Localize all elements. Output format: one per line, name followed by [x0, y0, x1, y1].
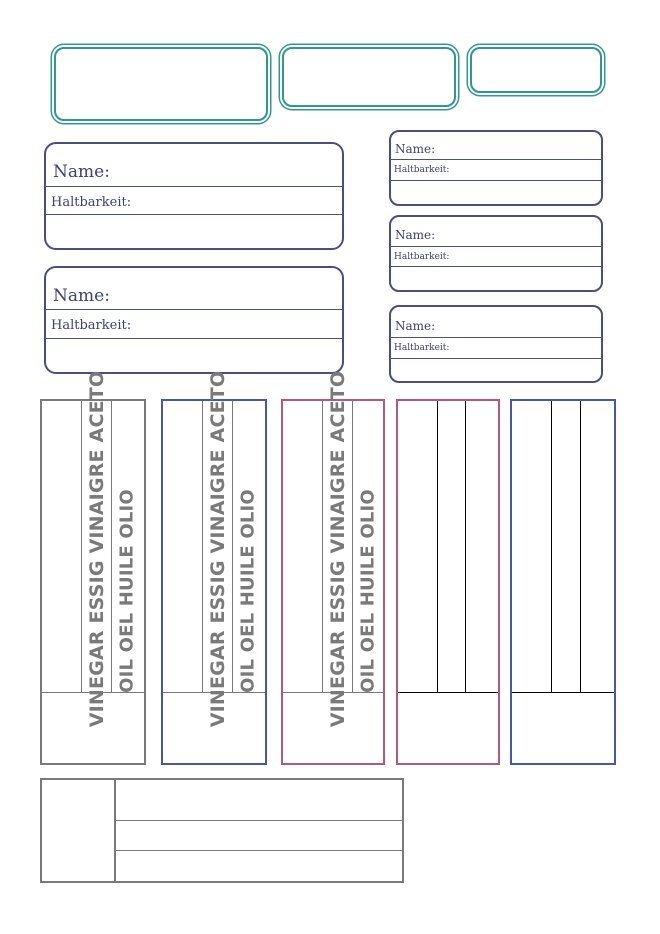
card-divider — [46, 214, 342, 215]
bottle-label-grey — [40, 370, 146, 765]
card-divider — [46, 309, 342, 310]
card-divider — [46, 186, 342, 187]
label-divider — [551, 401, 552, 692]
vinegar-text: VINEGAR ESSIG VINAIGRE ACETO — [86, 370, 108, 728]
card-divider — [391, 246, 601, 247]
label-divider — [512, 692, 614, 693]
name-label: Name: — [395, 142, 436, 156]
label-divider — [202, 401, 203, 692]
name-label: Name: — [395, 228, 436, 242]
name-card-large-2 — [44, 266, 344, 374]
label-divider — [114, 820, 402, 821]
card-divider — [391, 337, 601, 338]
durability-label: Haltbarkeit: — [394, 343, 450, 353]
name-label: Name: — [53, 162, 110, 182]
blank-label-teal-large — [54, 47, 268, 121]
label-divider — [114, 850, 402, 851]
label-divider — [437, 401, 438, 692]
card-divider — [391, 266, 601, 267]
vinegar-text: VINEGAR ESSIG VINAIGRE ACETO — [207, 370, 229, 728]
durability-label: Haltbarkeit: — [51, 195, 132, 210]
label-divider — [465, 401, 466, 692]
oil-text: OIL OEL HUILE OLIO — [237, 489, 259, 693]
label-divider — [322, 401, 323, 692]
bottle-label-blue-blank — [510, 399, 616, 765]
name-card-large-1 — [44, 142, 344, 250]
oil-text: OIL OEL HUILE OLIO — [357, 489, 379, 693]
oil-text: OIL OEL HUILE OLIO — [116, 489, 138, 693]
name-card-small-3 — [389, 305, 603, 383]
durability-label: Haltbarkeit: — [51, 318, 132, 333]
bottle-label-rose — [281, 370, 385, 765]
name-label: Name: — [53, 286, 110, 306]
card-divider — [46, 338, 342, 339]
wide-label-grey — [40, 778, 404, 883]
bottle-label-blue — [161, 370, 267, 765]
blank-label-teal-small — [470, 47, 602, 93]
blank-label-teal-medium — [282, 47, 456, 107]
label-divider — [398, 692, 498, 693]
card-divider — [391, 180, 601, 181]
card-divider — [391, 159, 601, 160]
name-card-small-2 — [389, 215, 603, 292]
name-card-small-1 — [389, 130, 603, 206]
durability-label: Haltbarkeit: — [394, 252, 450, 262]
label-divider — [232, 401, 233, 692]
vinegar-text: VINEGAR ESSIG VINAIGRE ACETO — [327, 370, 349, 728]
label-divider — [111, 401, 112, 692]
name-label: Name: — [395, 319, 436, 333]
label-divider — [81, 401, 82, 692]
label-divider — [352, 401, 353, 692]
bottle-label-rose-blank — [396, 399, 500, 765]
label-divider — [580, 401, 581, 692]
durability-label: Haltbarkeit: — [394, 165, 450, 175]
card-divider — [391, 358, 601, 359]
label-divider — [114, 780, 116, 881]
